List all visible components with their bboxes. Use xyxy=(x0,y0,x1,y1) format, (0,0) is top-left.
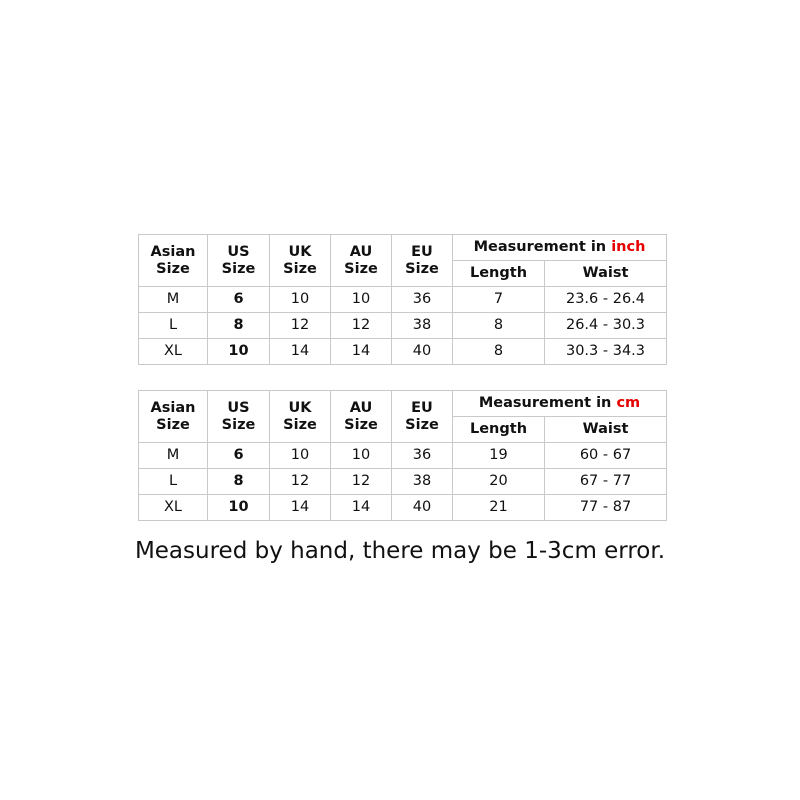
cell-uk: 12 xyxy=(270,469,331,495)
cell-uk: 12 xyxy=(270,313,331,339)
cell-asian: L xyxy=(139,469,208,495)
table-row xyxy=(139,339,667,365)
header-us-size xyxy=(208,235,270,287)
table-row xyxy=(139,469,667,495)
measurement-note: Measured by hand, there may be 1-3cm error. xyxy=(134,538,666,564)
header-eu-line1: EU xyxy=(411,399,433,416)
cell-au: 12 xyxy=(331,469,392,495)
header-asian-line1: Asian xyxy=(150,243,196,260)
measurement-unit-inch: inch xyxy=(611,239,646,256)
cell-eu: 40 xyxy=(392,495,453,521)
measurement-label: Measurement in xyxy=(473,239,612,256)
header-uk-size xyxy=(270,391,331,443)
header-uk-line2: Size xyxy=(283,260,317,277)
cell-length: 8 xyxy=(453,339,545,365)
table-row xyxy=(139,443,667,469)
header-au-line2: Size xyxy=(344,416,378,433)
cell-uk: 14 xyxy=(270,495,331,521)
cell-us: 10 xyxy=(208,495,270,521)
header-asian-line2: Size xyxy=(156,416,190,433)
cell-au: 12 xyxy=(331,313,392,339)
cell-eu: 38 xyxy=(392,313,453,339)
header-measurement-unit xyxy=(453,391,667,417)
table-row xyxy=(139,287,667,313)
header-au-line1: AU xyxy=(349,243,373,260)
cell-length: 20 xyxy=(453,469,545,495)
header-uk-size xyxy=(270,235,331,287)
cell-asian: L xyxy=(139,313,208,339)
table-header-row xyxy=(139,235,667,261)
header-eu-size xyxy=(392,235,453,287)
cell-eu: 40 xyxy=(392,339,453,365)
cell-eu: 36 xyxy=(392,443,453,469)
header-au-line2: Size xyxy=(344,260,378,277)
header-length: Length xyxy=(453,261,545,287)
header-us-size xyxy=(208,391,270,443)
cell-us: 10 xyxy=(208,339,270,365)
cell-us: 8 xyxy=(208,313,270,339)
header-eu-line1: EU xyxy=(411,243,433,260)
header-au-size xyxy=(331,391,392,443)
header-asian-size xyxy=(139,391,208,443)
header-us-line2: Size xyxy=(221,260,256,277)
measurement-label: Measurement in xyxy=(478,395,617,412)
cell-au: 14 xyxy=(331,339,392,365)
cell-eu: 36 xyxy=(392,287,453,313)
size-tables-container xyxy=(138,234,666,521)
cell-asian: XL xyxy=(139,339,208,365)
header-asian-line2: Size xyxy=(156,260,190,277)
header-eu-size xyxy=(392,391,453,443)
cell-length: 19 xyxy=(453,443,545,469)
header-au-line1: AU xyxy=(349,399,373,416)
cell-waist: 60 - 67 xyxy=(545,443,667,469)
cell-waist: 30.3 - 34.3 xyxy=(545,339,667,365)
cell-waist: 23.6 - 26.4 xyxy=(545,287,667,313)
cell-waist: 77 - 87 xyxy=(545,495,667,521)
measurement-unit-cm: cm xyxy=(616,395,641,412)
cell-waist: 26.4 - 30.3 xyxy=(545,313,667,339)
cell-length: 7 xyxy=(453,287,545,313)
cell-uk: 14 xyxy=(270,339,331,365)
cell-us: 8 xyxy=(208,469,270,495)
cell-waist: 67 - 77 xyxy=(545,469,667,495)
cell-us: 6 xyxy=(208,287,270,313)
header-us-line2: Size xyxy=(221,416,256,433)
size-table-inch xyxy=(138,234,667,365)
header-eu-line2: Size xyxy=(405,416,439,433)
table-spacer xyxy=(138,365,666,390)
table-header-row xyxy=(139,391,667,417)
cell-au: 10 xyxy=(331,443,392,469)
header-measurement-unit xyxy=(453,235,667,261)
header-au-size xyxy=(331,235,392,287)
table-row xyxy=(139,313,667,339)
header-eu-line2: Size xyxy=(405,260,439,277)
header-uk-line1: UK xyxy=(288,399,312,416)
header-waist: Waist xyxy=(545,417,667,443)
cell-uk: 10 xyxy=(270,287,331,313)
cell-asian: M xyxy=(139,287,208,313)
header-uk-line2: Size xyxy=(283,416,317,433)
header-asian-size xyxy=(139,235,208,287)
header-waist: Waist xyxy=(545,261,667,287)
cell-length: 21 xyxy=(453,495,545,521)
header-us-line1: US xyxy=(227,399,250,416)
header-us-line1: US xyxy=(227,243,250,260)
header-asian-line1: Asian xyxy=(150,399,196,416)
cell-au: 10 xyxy=(331,287,392,313)
cell-us: 6 xyxy=(208,443,270,469)
cell-asian: XL xyxy=(139,495,208,521)
cell-length: 8 xyxy=(453,313,545,339)
header-length: Length xyxy=(453,417,545,443)
cell-au: 14 xyxy=(331,495,392,521)
header-uk-line1: UK xyxy=(288,243,312,260)
table-row xyxy=(139,495,667,521)
cell-asian: M xyxy=(139,443,208,469)
cell-uk: 10 xyxy=(270,443,331,469)
size-table-cm xyxy=(138,390,667,521)
cell-eu: 38 xyxy=(392,469,453,495)
